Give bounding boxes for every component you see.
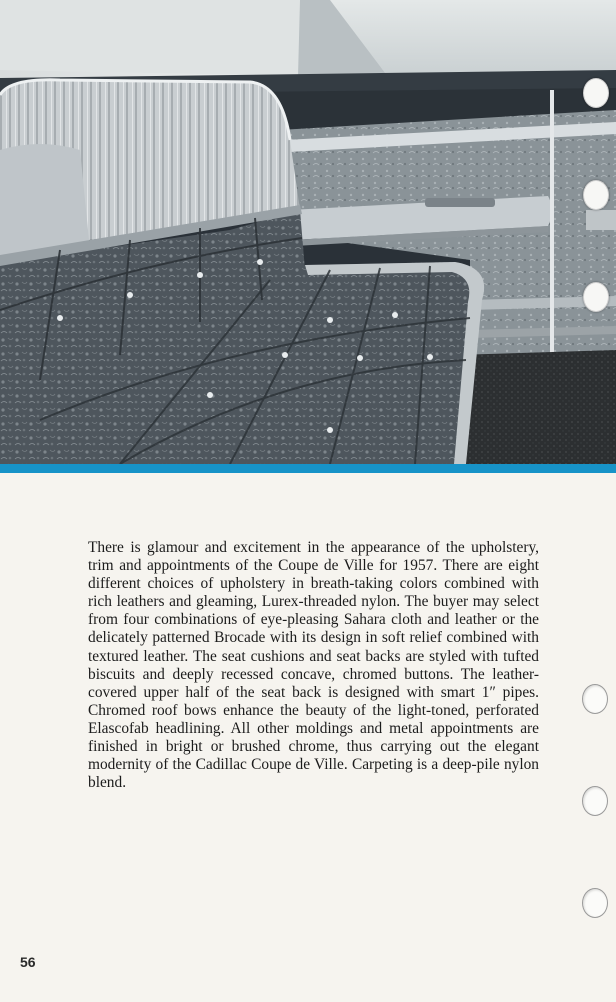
seat-illustration: [0, 0, 616, 464]
binder-hole: [582, 684, 608, 714]
upholstery-photo: [0, 0, 616, 464]
body-paragraph: There is glamour and excitement in the appearance of the upholstery, trim and appointments of the Coupe de Ville for 1957. There are eight different choices of upholstery in breath-taking colors combined with rich leathers and gleaming, Lurex-threaded nylon. The buyer may select from four combinations of eye-pleasing Sahara cloth and leather or the delicately patterned Brocade with its design in soft relief combined with textured leather. The seat cushions and seat backs are styled with tufted biscuits and deeply recessed concave, chromed buttons. The leather-covered upper half of the seat back is designed with smart 1″ pipes. Chromed roof bows enhance the beauty of the light-toned, perforated Elascofab headlining. All other moldings and metal appointments are finished in bright or brushed chrome, thus carrying out the elegant modernity of the Cadillac Coupe de Ville. Carpeting is a deep-pile nylon blend.: [88, 539, 539, 792]
page-number: 56: [20, 954, 36, 970]
binder-hole: [582, 888, 608, 918]
binder-hole: [582, 786, 608, 816]
binder-hole: [583, 78, 609, 108]
accent-rule: [0, 464, 616, 473]
binder-hole: [583, 282, 609, 312]
binder-hole: [583, 180, 609, 210]
